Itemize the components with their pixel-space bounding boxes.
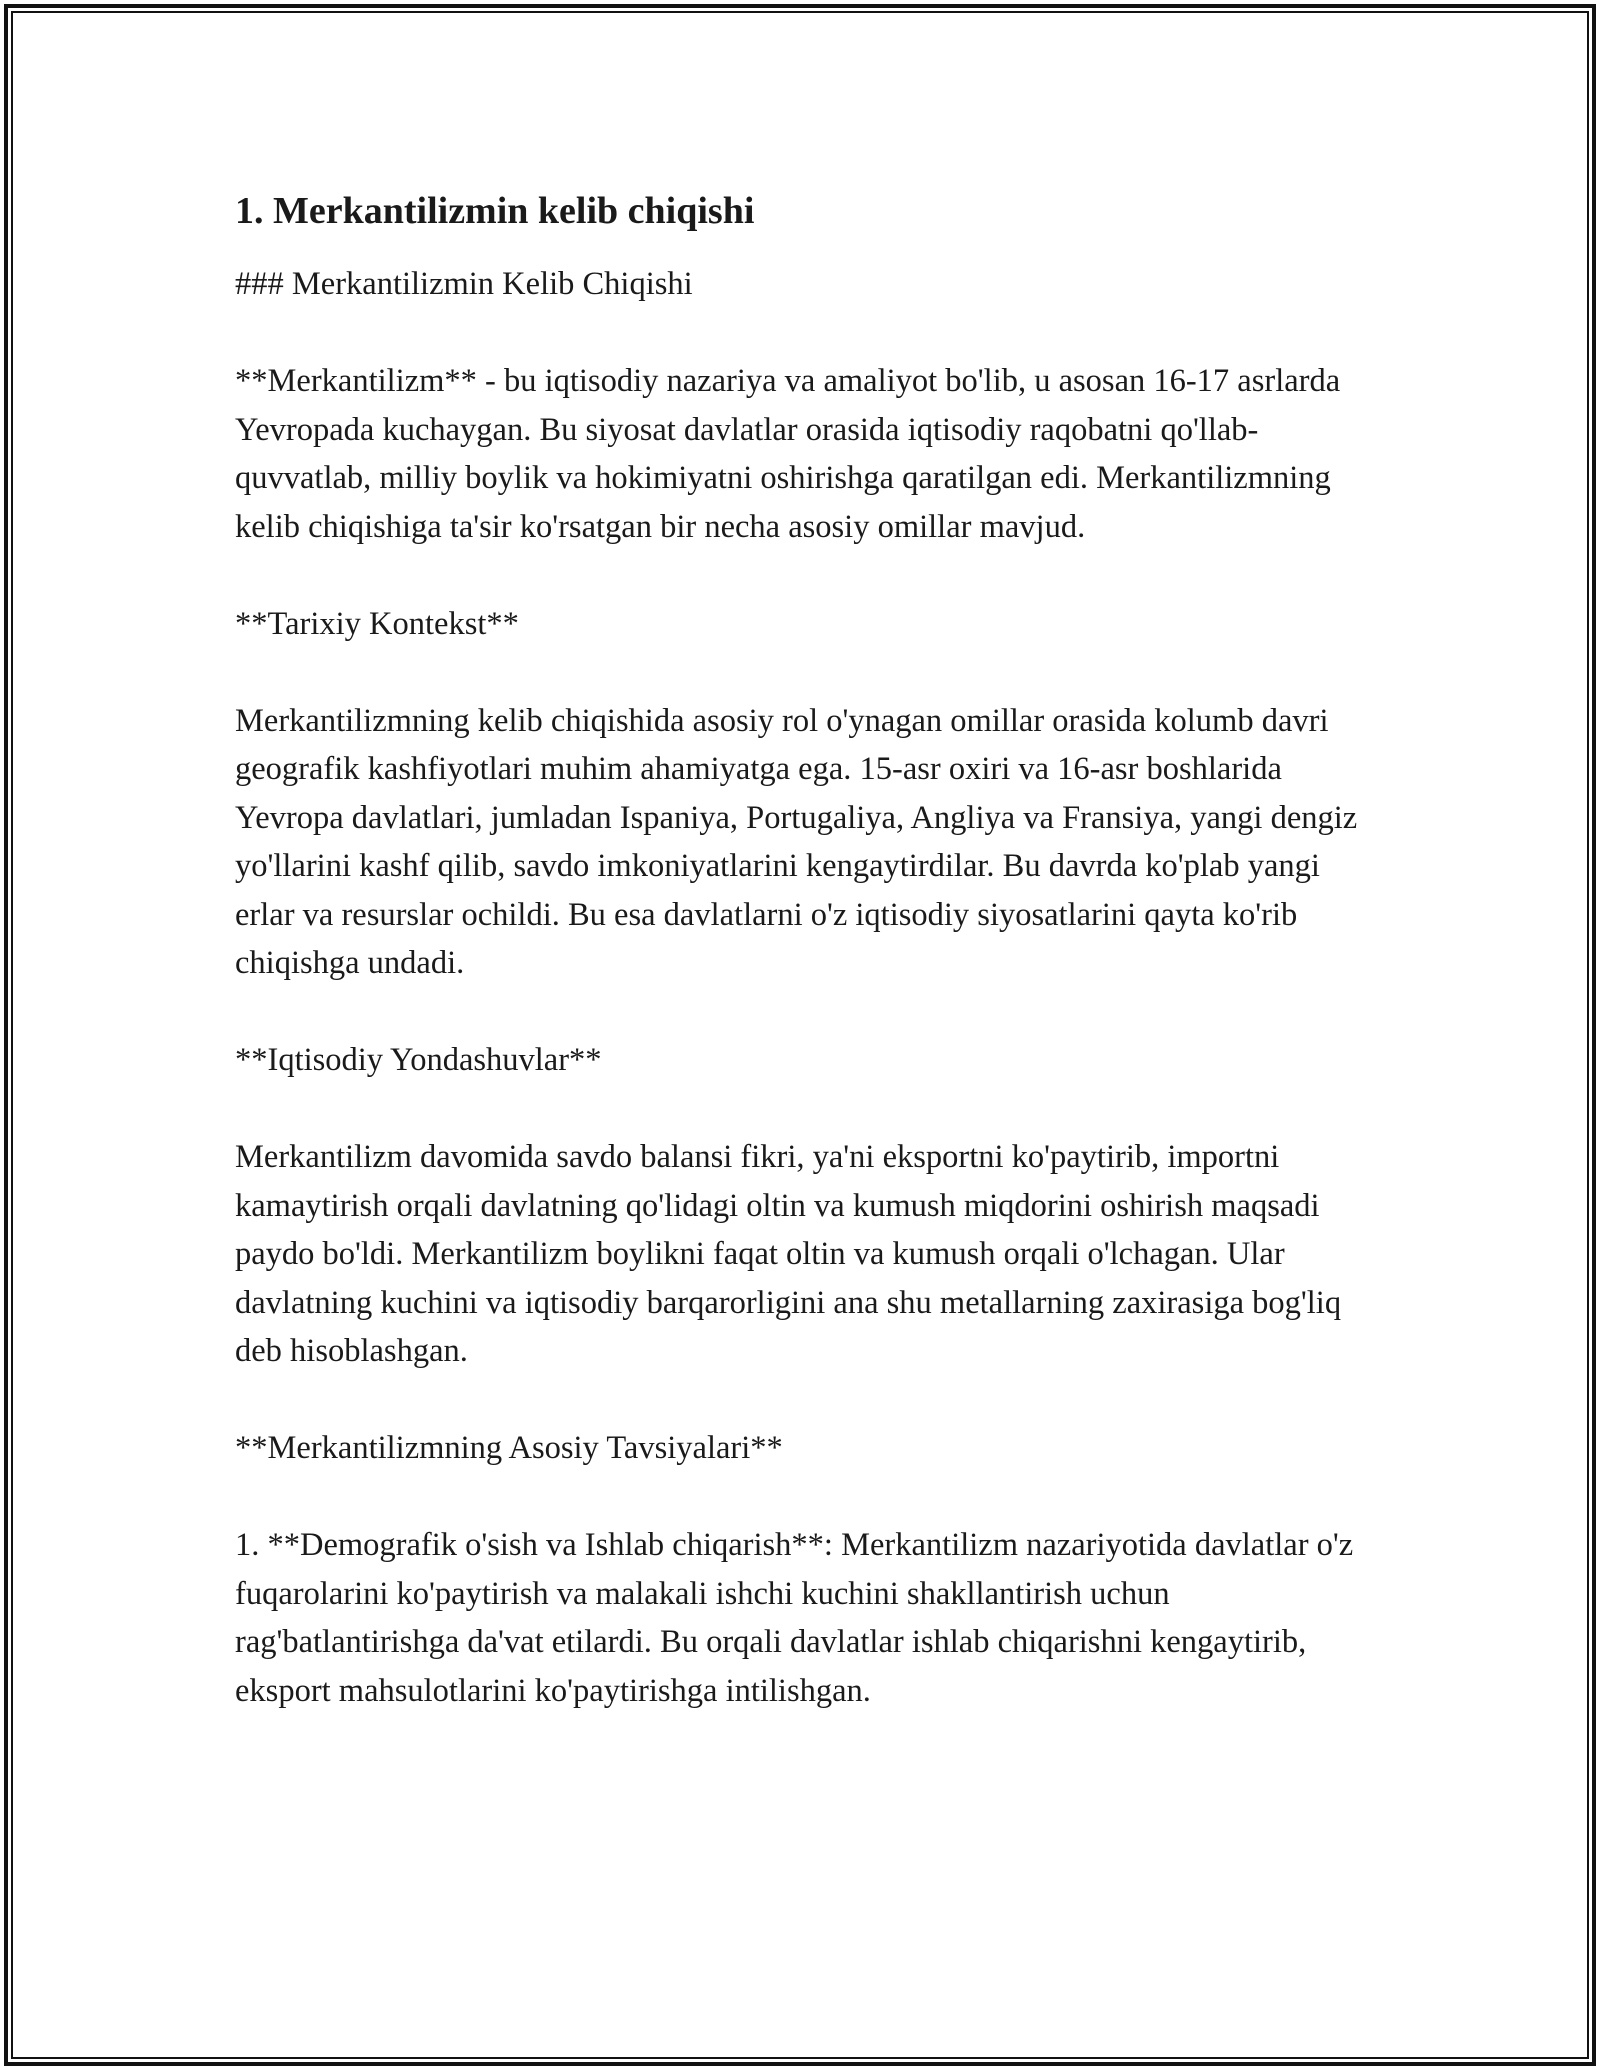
intro-paragraph: **Merkantilizm** - bu iqtisodiy nazariya va amaliyot bo'lib, u asosan 16-17 asrlarda Yevropada kuchaygan. Bu siyosat davlatlar orasida iqtisodiy raqobatni qo'llab-quvvatlab, milliy boylik va hokimiyatni oshirishga qaratilgan edi. Merkantilizmning kelib chiqishiga ta'sir ko'rsatgan bir necha asosiy omillar mavjud. (235, 363, 1341, 545)
subheading-asosiy-tavsiyalar: **Merkantilizmning Asosiy Tavsiyalari** (235, 1430, 783, 1466)
recommendation-item-1: 1. **Demografik o'sish va Ishlab chiqarish**: Merkantilizm nazariyotida davlatlar o'z fuqarolarini ko'paytirish va malakali ishchi kuchini shakllantirish uchun rag'batlantirishga da'vat etilardi. Bu orqali davlatlar ishlab chiqarishni kengaytirib, eksport mahsulotlarini ko'paytirishga intilishgan. (235, 1527, 1354, 1709)
economics-paragraph: Merkantilizm davomida savdo balansi fikri, ya'ni eksportni ko'paytirib, importni kamaytirish orqali davlatning qo'lidagi oltin va kumush miqdorini oshirish maqsadi paydo bo'ldi. Merkantilizm boylikni faqat oltin va kumush orqali o'lchagan. Ular davlatning kuchini va iqtisodiy barqarorligini ana shu metallarning zaxirasiga bog'liq deb hisoblashgan. (235, 1139, 1342, 1369)
section-heading-markdown: ### Merkantilizmin Kelib Chiqishi (235, 266, 693, 302)
subheading-iqtisodiy-yondashuvlar: **Iqtisodiy Yondashuvlar** (235, 1042, 602, 1078)
history-paragraph: Merkantilizmning kelib chiqishida asosiy rol o'ynagan omillar orasida kolumb davri geografik kashfiyotlari muhim ahamiyatga ega. 15-asr oxiri va 16-asr boshlarida Yevropa davlatlari, jumladan Ispaniya, Portugaliya, Angliya va Fransiya, yangi dengiz yo'llarini kashf qilib, savdo imkoniyatlarini kengaytirdilar. Bu davrda ko'plab yangi erlar va resurslar ochildi. Bu esa davlatlarni o'z iqtisodiy siyosatlarini qayta ko'rib chiqishga undadi. (235, 702, 1358, 981)
document-title: 1. Merkantilizmin kelib chiqishi (235, 190, 755, 232)
subheading-tarixiy-kontekst: **Tarixiy Kontekst** (235, 605, 519, 642)
document-page (235, 186, 1365, 1764)
